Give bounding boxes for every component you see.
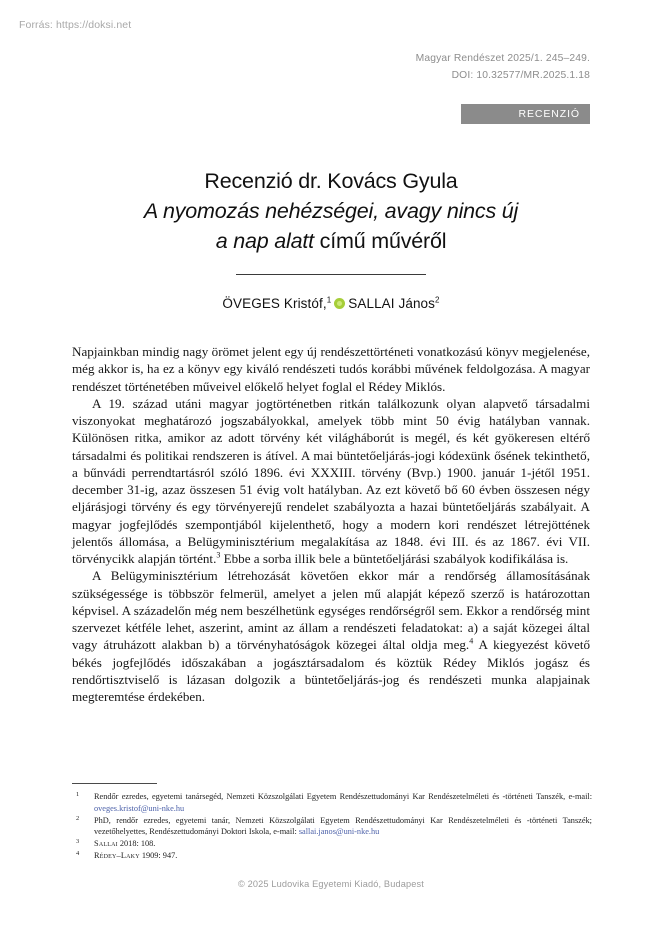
paragraph-3-text-after: A kiegyezést követő békés jogfejlődés időszakában a jogásztársadalom és köztük Rédey Miklós jogász és rendőrtisztviselő is lázasan dolgozik a büntetőeljárás-jog és rendészeti munka alapjainak megteremtése érdekében. [72, 637, 591, 704]
footnote-number: 3 [76, 838, 80, 846]
page-footer: © 2025 Ludovika Egyetemi Kiadó, Budapest [238, 879, 424, 889]
footnote-citation-author: Sallai [94, 839, 118, 849]
footnote-email-link[interactable]: sallai.janos@uni-nke.hu [298, 827, 380, 837]
author-name-1: ÖVEGES Kristóf, [222, 296, 327, 311]
paragraph-1: Napjainkban mindig nagy örömet jelent egy új rendészettörténeti vonatkozású könyv megjelenése, még akkor is, ha ez a könyv egy kiváló rendészeti tudós korábbi művének feldolgozása. A magyar rendészet történetében műveivel előkelő helyet foglal el Rédey Miklós. [72, 344, 590, 394]
title-line-2: A nyomozás nehézségei, avagy nincs új [143, 199, 519, 223]
footnote-list [72, 791, 592, 863]
paragraph-2 [72, 395, 590, 568]
footnote-text: Rendőr ezredes, egyetemi tanársegéd, Nemzeti Közszolgálati Egyetem Rendészettudományi Kar Rendészetelméleti és -történeti Tanszék, e-mail: [94, 792, 592, 801]
title-line-3-suffix: című művéről [313, 229, 447, 253]
orcid-id-icon[interactable] [334, 298, 345, 309]
title-line-3 [72, 226, 590, 256]
source-watermark: Forrás: https://doksi.net [19, 19, 132, 31]
footnote-ref-4[interactable]: 4 [469, 636, 474, 646]
footnote-citation-author: Rédey–Laky [94, 851, 140, 861]
paragraph-2-text-after: Ebbe a sorba illik bele a büntetőeljárási szabályok kodifikálása is. [220, 551, 569, 566]
footnote-text: PhD, rendőr ezredes, egyetemi tanár, Nemzeti Közszolgálati Egyetem Rendészettudományi Kar Rendészetelméleti és -történeti Tanszék; vezetőhelyettes, Rendészettudományi Doktori Iskola, e-mail: [94, 815, 592, 837]
running-head [416, 50, 590, 84]
footnote-item [72, 791, 592, 814]
footnote-number: 4 [76, 850, 80, 858]
section-badge-wrapper [461, 104, 590, 124]
footnote-item [72, 838, 592, 850]
footnote-item [72, 815, 592, 838]
author-name-2: SALLAI János [348, 296, 436, 311]
author-footnote-ref-2[interactable]: 2 [435, 295, 440, 305]
footnote-number: 1 [76, 791, 80, 798]
title-divider [236, 274, 426, 275]
paragraph-2-text-before: A 19. század utáni magyar jogtörténetben ritkán találkozunk olyan alapvető társadalmi viszonyokat meghatározó jogszabályokkal, amelyek több mint 50 évig hatályban vannak. Különösen ritka, amikor az adott törvény két világháborút is megél, és két gyökeresen eltérő társadalmi és politikai rendszeren is átível. A mai büntetőeljárás-jogi kódexünk ősének tekinthető, a bűnvádi perrendtartásról szóló 1896. évi XXXIII. törvény (Bvp.) 1900. január 1-jétől 1951. december 31-ig, azaz összesen 51 évig volt hatályban. Az ezt követő bő 60 évben összesen négy eljárásjogi törvény és egy törvényerejű rendelet szabályozta a hazai büntetőeljárás szabályait. A magyar jogfejlődés szempontjából kijelenthető, hogy a modern kori rendészet létrejöttének jelentős állomása, a Belügyminisztérium megalakítása az 1848. évi III. és az 1867. évi VII. törvénycikk alapján történt. [72, 395, 590, 566]
title-line-1: Recenzió dr. Kovács Gyula [204, 169, 458, 193]
paragraph-3-text-before: A Belügyminisztérium létrehozását követően ekkor már a rendőrség államosításának szükségessége is többször felmerül, amelyet a jelen mű alapját képező szerző is határozottan képvisel. A századelőn még nem beszélhetünk egységes rendőrségről sem. Ekkor a rendőrség mint szervezet kétféle lehet, aszerint, amint az állam a rendészeti feladatokat: a) a saját közegei által vagy átruházott alakban b) a törvényhatóságok közegei által oldja meg. [72, 568, 590, 653]
footnote-text: 2018: 108. [117, 839, 156, 849]
footnote-item [72, 850, 592, 862]
status-badge: RECENZIÓ [461, 104, 590, 124]
footnote-text: 1909: 947. [139, 851, 178, 861]
footnote-number: 2 [76, 814, 80, 822]
footnote-divider [72, 783, 157, 784]
page-title [72, 166, 590, 256]
doi-line[interactable]: DOI: 10.32577/MR.2025.1.18 [451, 70, 590, 81]
author-footnote-ref-1[interactable]: 1 [326, 295, 332, 305]
journal-citation: Magyar Rendészet 2025/1. 245–249. [415, 53, 590, 64]
author-list [72, 296, 590, 311]
title-work-name: a nap alatt [215, 229, 314, 253]
footnote-email-link[interactable]: oveges.kristof@uni-nke.hu [94, 803, 185, 813]
article-body [72, 343, 590, 705]
paragraph-3 [72, 567, 590, 705]
footnote-ref-3[interactable]: 3 [216, 550, 221, 560]
